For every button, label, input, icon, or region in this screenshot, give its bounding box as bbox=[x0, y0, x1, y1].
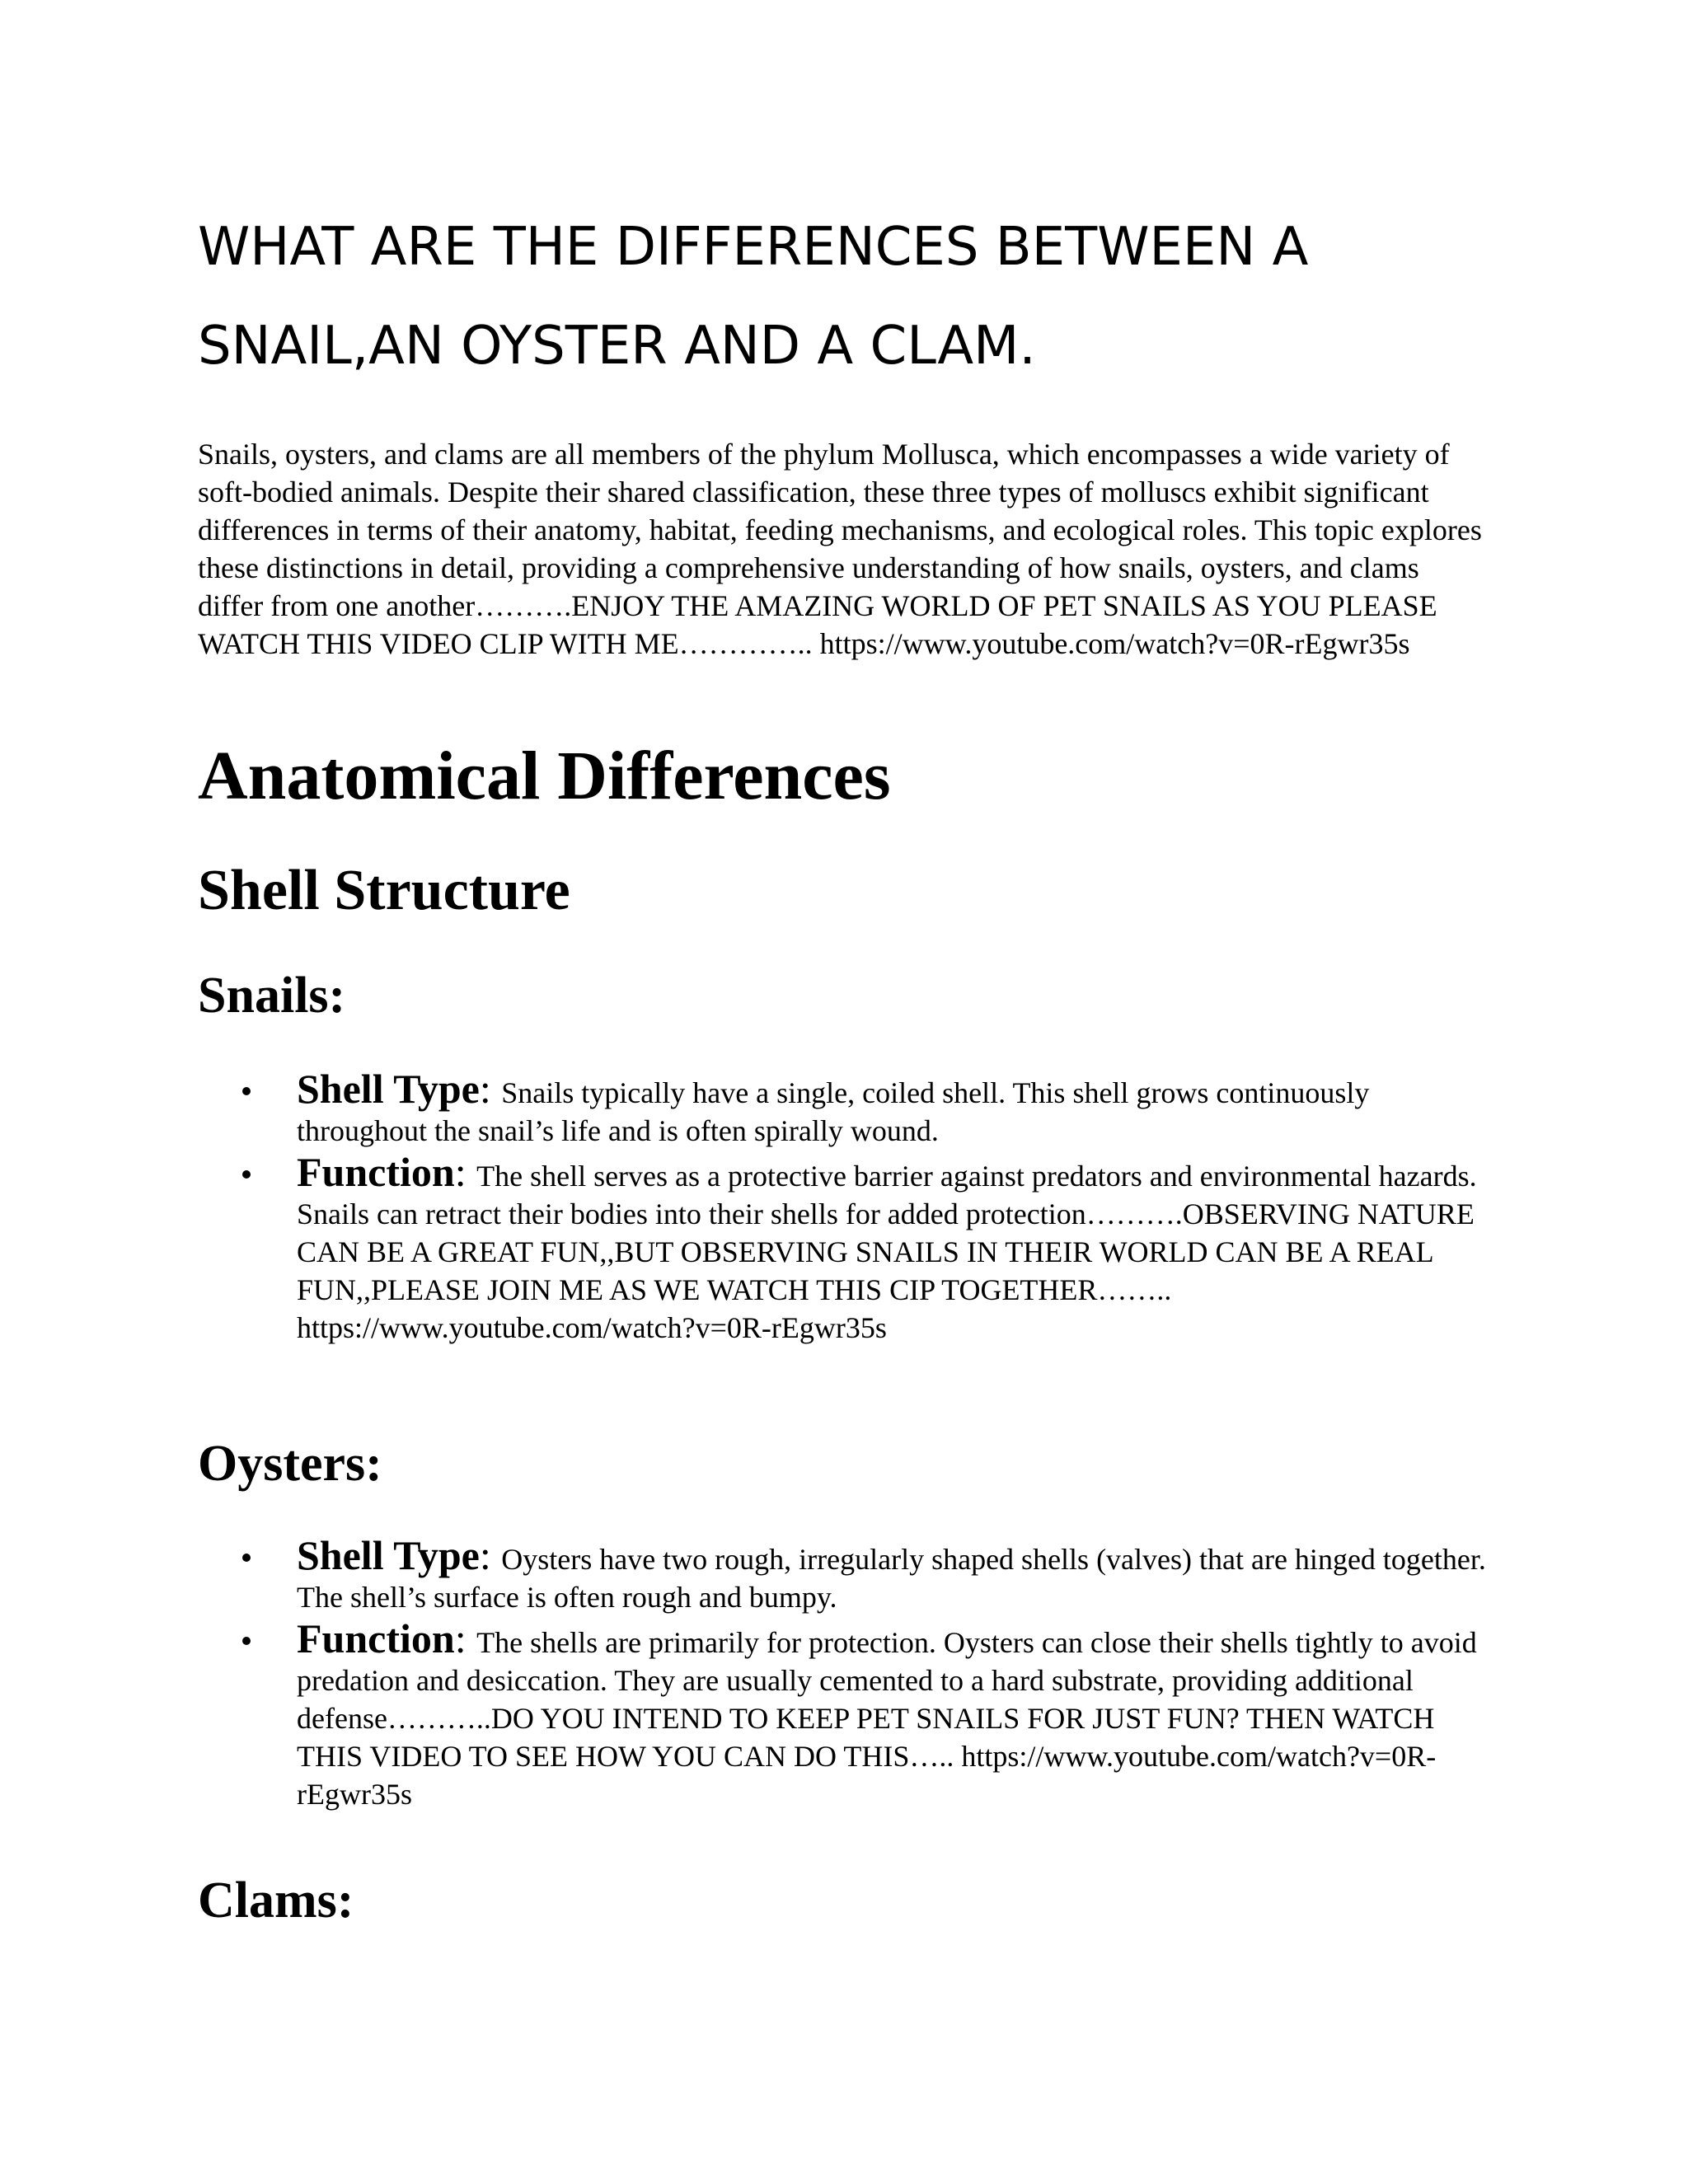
clams-heading: Clams: bbox=[198, 1872, 354, 1929]
term-description: The shells are primarily for protection. Oysters can close their shells tightly to avoid predation and desiccation. They are usually cemented to a hard substrate, providing additional defense………..DO YOU INTEND TO KEEP PET SNAILS FOR JUST FUN? THEN WATCH THIS VIDEO TO SEE HOW YOU CAN DO THIS….. https://www.youtube.com/watch?v=0R-rEgwr35s bbox=[297, 1626, 1477, 1811]
section-heading: Anatomical Differences bbox=[198, 738, 891, 814]
subsection-heading: Shell Structure bbox=[198, 859, 570, 922]
term-description: The shell serves as a protective barrier against predators and environmental hazards. Snails can retract their bodies into their shells for added protection……….OBSERVING NATURE CAN BE A GREAT FUN,,BUT OBSERVING SNAILS IN THEIR WORLD CAN BE A REAL FUN,,PLEASE JOIN ME AS WE WATCH THIS CIP TOGETHER…….. https://www.youtube.com/watch?v=0R-rEgwr35s bbox=[297, 1160, 1477, 1344]
term-description: Oysters have two rough, irregularly shaped shells (valves) that are hinged together. The shell’s surface is often rough and bumpy. bbox=[297, 1543, 1486, 1614]
bullet-icon bbox=[242, 1554, 251, 1562]
page-title: WHAT ARE THE DIFFERENCES BETWEEN A SNAIL,AN OYSTER AND A CLAM. bbox=[198, 217, 1309, 377]
bullet-icon bbox=[242, 1637, 251, 1645]
term-label: Function bbox=[297, 1149, 455, 1195]
oysters-heading-text: Oysters bbox=[198, 1436, 366, 1492]
list-item: Shell Type: Snails typically have a single, coiled shell. This shell grows continuously throughout the snail’s life and is often spirally wound. bbox=[198, 1070, 1500, 1150]
snails-heading: Snails: bbox=[198, 968, 346, 1024]
clams-heading-text: Clams bbox=[198, 1872, 337, 1929]
term-label: Function bbox=[297, 1615, 455, 1661]
term-label: Shell Type bbox=[297, 1532, 480, 1578]
term-description: Snails typically have a single, coiled shell. This shell grows continuously throughout the snail’s life and is often spirally wound. bbox=[297, 1076, 1370, 1147]
oysters-heading: Oysters: bbox=[198, 1436, 382, 1492]
bullet-icon bbox=[242, 1170, 251, 1179]
oysters-list bbox=[198, 1532, 1500, 1816]
list-item: Function: The shells are primarily for protection. Oysters can close their shells tightly to avoid predation and desiccation. They are usually cemented to a hard substrate, providing additional defense………..DO YOU INTEND TO KEEP PET SNAILS FOR JUST FUN? THEN WATCH THIS VIDEO TO SEE HOW YOU CAN DO THIS….. https://www.youtube.com/watch?v=0R-rEgwr35s bbox=[198, 1619, 1500, 1813]
list-item: Shell Type: Oysters have two rough, irregularly shaped shells (valves) that are hinged together. The shell’s surface is often rough and bumpy. bbox=[198, 1536, 1500, 1616]
snails-heading-text: Snails bbox=[198, 968, 329, 1024]
intro-paragraph: Snails, oysters, and clams are all members of the phylum Mollusca, which encompasses a wide variety of soft-bodied animals. Despite their shared classification, these three types of molluscs exhibit significant differences in terms of their anatomy, habitat, feeding mechanisms, and ecological roles. This topic explores these distinctions in detail, providing a comprehensive understanding of how snails, oysters, and clams differ from one another……….ENJOY THE AMAZING WORLD OF PET SNAILS AS YOU PLEASE WATCH THIS VIDEO CLIP WITH ME………….. https://www.youtube.com/watch?v=0R-rEgwr35s bbox=[198, 438, 1482, 660]
bullet-icon bbox=[242, 1087, 251, 1095]
snails-list bbox=[198, 1066, 1500, 1350]
list-item: Function: The shell serves as a protective barrier against predators and environmental hazards. Snails can retract their bodies into their shells for added protection……….OBSERVING NATURE CAN BE A GREAT FUN,,BUT OBSERVING SNAILS IN THEIR WORLD CAN BE A REAL FUN,,PLEASE JOIN ME AS WE WATCH THIS CIP TOGETHER…….. https://www.youtube.com/watch?v=0R-rEgwr35s bbox=[198, 1153, 1500, 1347]
term-label: Shell Type bbox=[297, 1066, 480, 1112]
